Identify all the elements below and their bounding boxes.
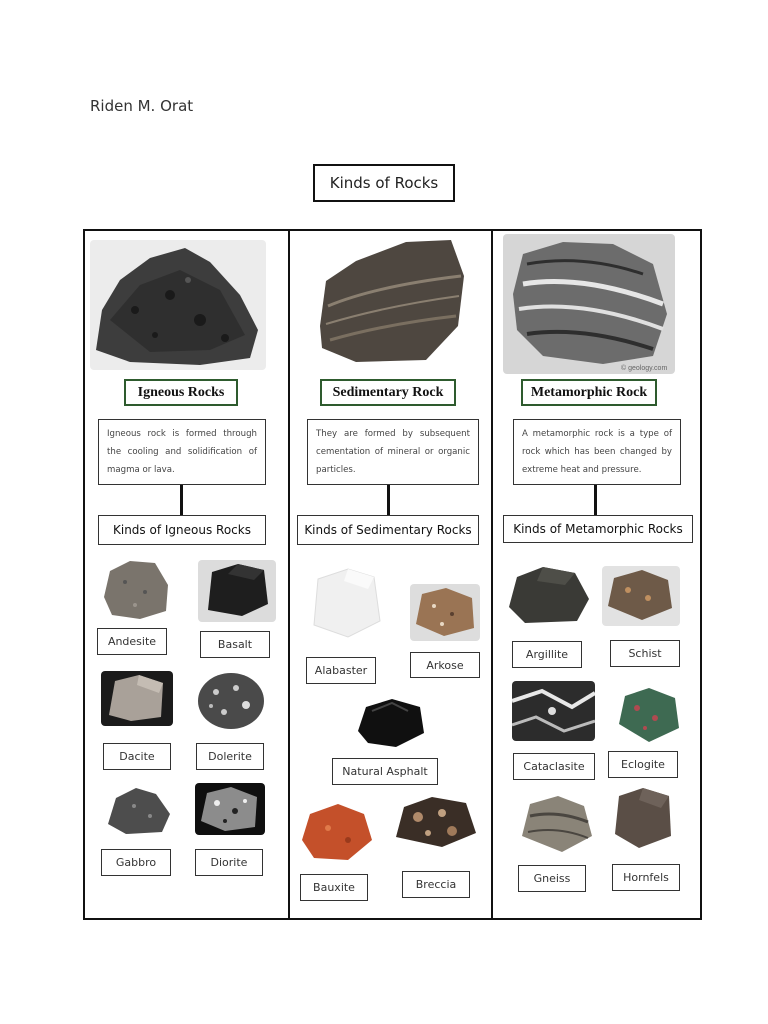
metamorphic-description: A metamorphic rock is a type of rock which has been changed by extreme heat and pressure. <box>513 419 681 485</box>
sedimentary-heading: Sedimentary Rock <box>320 379 456 406</box>
breccia-photo <box>392 793 480 850</box>
rock-label-dolerite: Dolerite <box>196 743 264 770</box>
connector-line <box>387 485 390 515</box>
metamorphic-main-photo <box>503 234 675 374</box>
argillite-photo <box>505 563 593 628</box>
rock-label-cataclasite: Cataclasite <box>513 753 595 780</box>
gneiss-photo <box>518 792 596 856</box>
diorite-photo <box>195 783 265 835</box>
page-title: Kinds of Rocks <box>313 164 455 202</box>
cataclasite-photo <box>512 681 595 741</box>
rock-label-schist: Schist <box>610 640 680 667</box>
eclogite-photo <box>615 684 683 746</box>
hornfels-photo <box>609 784 675 852</box>
schist-photo <box>602 566 680 626</box>
rock-label-andesite: Andesite <box>97 628 167 655</box>
rock-label-gabbro: Gabbro <box>101 849 171 876</box>
rock-label-bauxite: Bauxite <box>300 874 368 901</box>
metamorphic-heading: Metamorphic Rock <box>521 379 657 406</box>
rock-label-hornfels: Hornfels <box>612 864 680 891</box>
rock-label-argillite: Argillite <box>512 641 582 668</box>
geology-watermark: © geology.com <box>621 365 668 372</box>
igneous-kinds-title: Kinds of Igneous Rocks <box>98 515 266 545</box>
connector-line <box>594 485 597 515</box>
igneous-description: Igneous rock is formed through the cooling and solidification of magma or lava. <box>98 419 266 485</box>
rock-label-dacite: Dacite <box>103 743 171 770</box>
sedimentary-description: They are formed by subsequent cementation of mineral or organic particles. <box>307 419 479 485</box>
igneous-main-photo <box>90 240 266 370</box>
rock-label-diorite: Diorite <box>195 849 263 876</box>
dacite-photo <box>101 671 173 726</box>
gabbro-photo <box>104 784 174 836</box>
dolerite-photo <box>196 670 266 732</box>
rock-label-arkose: Arkose <box>410 652 480 678</box>
column-divider <box>491 229 493 920</box>
rock-label-eclogite: Eclogite <box>608 751 678 778</box>
rock-label-breccia: Breccia <box>402 871 470 898</box>
author-name: Riden M. Orat <box>90 97 194 115</box>
metamorphic-kinds-title: Kinds of Metamorphic Rocks <box>503 515 693 543</box>
alabaster-photo <box>308 565 384 643</box>
connector-line <box>180 485 183 515</box>
column-divider <box>288 229 290 920</box>
sedimentary-main-photo <box>316 236 468 368</box>
igneous-heading: Igneous Rocks <box>124 379 238 406</box>
sedimentary-kinds-title: Kinds of Sedimentary Rocks <box>297 515 479 545</box>
arkose-photo <box>410 584 480 641</box>
rock-label-basalt: Basalt <box>200 631 270 658</box>
rock-label-natural-asphalt: Natural Asphalt <box>332 758 438 785</box>
rock-label-gneiss: Gneiss <box>518 865 586 892</box>
andesite-photo <box>100 557 172 621</box>
natural-asphalt-photo <box>352 695 430 751</box>
basalt-photo <box>198 560 276 622</box>
bauxite-photo <box>298 800 376 864</box>
rock-label-alabaster: Alabaster <box>306 657 376 684</box>
